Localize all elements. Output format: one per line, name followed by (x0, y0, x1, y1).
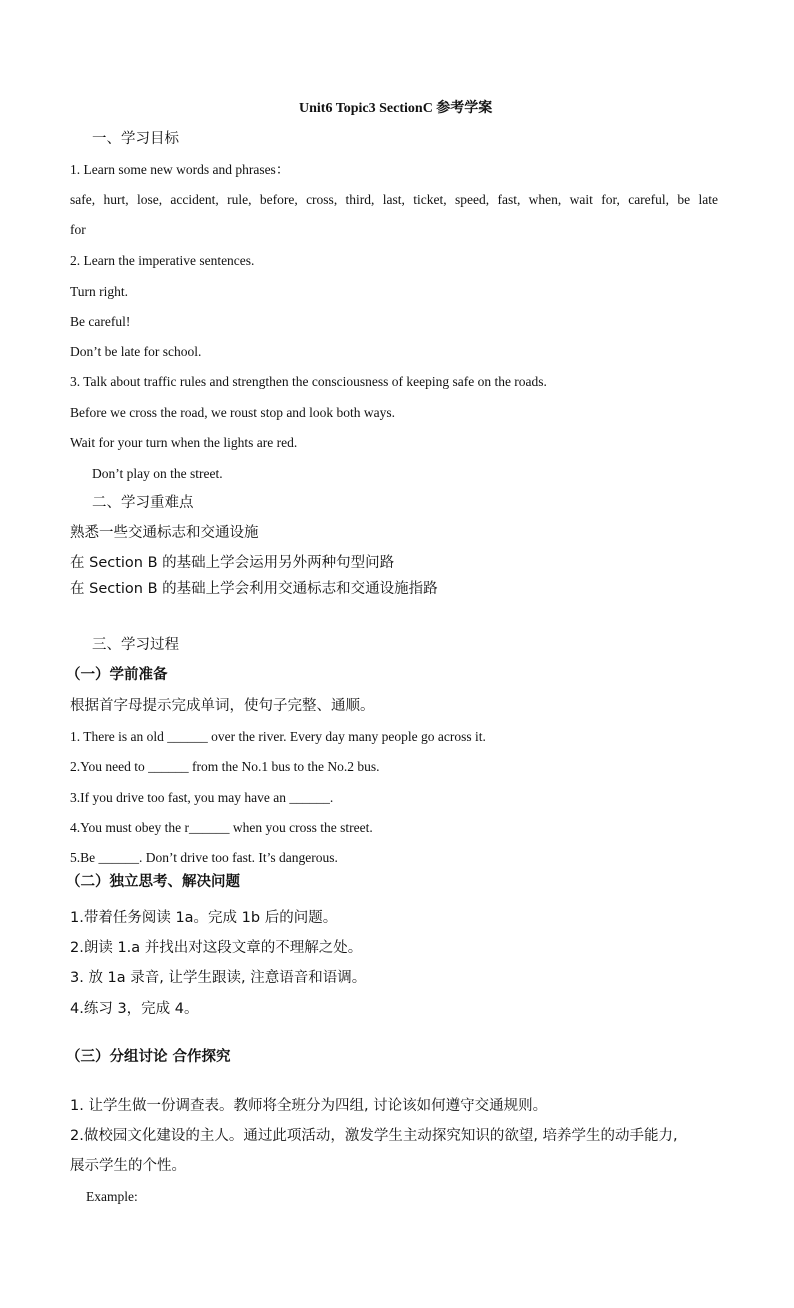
exercise-question: 3.If you drive too fast, you may have an ______. (70, 790, 334, 805)
exercise-question: 2.You need to ______ from the No.1 bus to the No.2 bus. (70, 759, 380, 774)
page-title: Unit6 Topic3 SectionC 参考学案 (299, 101, 493, 116)
example-sentence: Be careful! (70, 314, 131, 329)
group-task: 1. 让学生做一份调查表。教师将全班分为四组, 讨论该如何遵守交通规则。 (70, 1098, 548, 1114)
example-label: Example: (86, 1189, 138, 1204)
goal-2: 2. Learn the imperative sentences. (70, 253, 255, 268)
key-point: 在 Section B 的基础上学会利用交通标志和交通设施指路 (70, 581, 438, 597)
group-task-cont: 展示学生的个性。 (70, 1158, 186, 1174)
instruction: 根据首字母提示完成单词，使句子完整、通顺。 (70, 698, 375, 714)
goal-3: 3. Talk about traffic rules and strengthen the consciousness of keeping safe on the roads. (70, 374, 547, 389)
goal-1: 1. Learn some new words and phrases： (70, 162, 290, 177)
section-heading-process: 三、学习过程 (92, 637, 179, 653)
exercise-question: 4.You must obey the r______ when you cross the street. (70, 820, 373, 835)
key-point: 熟悉一些交通标志和交通设施 (70, 525, 259, 541)
task-item: 2.朗读 1.a 并找出对这段文章的不理解之处。 (70, 940, 363, 956)
example-sentence: Before we cross the road, we roust stop and look both ways. (70, 405, 396, 420)
task-item: 4.练习 3，完成 4。 (70, 1001, 199, 1017)
example-sentence: Wait for your turn when the lights are red. (70, 435, 298, 450)
group-task: 2.做校园文化建设的主人。通过此项活动，激发学生主动探究知识的欲望, 培养学生的动手能力, (70, 1128, 678, 1144)
section-heading-goals: 一、学习目标 (92, 131, 179, 147)
subsection-heading-thinking: （二）独立思考、解决问题 (66, 874, 240, 890)
exercise-question: 1. There is an old ______ over the river. Every day many people go across it. (70, 729, 486, 744)
example-sentence: Turn right. (70, 284, 129, 299)
word-list: safe, hurt, lose, accident, rule, before, cross, third, last, ticket, speed, fast, when, wait for, careful, be late (70, 192, 718, 207)
key-point: 在 Section B 的基础上学会运用另外两种句型问路 (70, 555, 395, 571)
section-heading-key-points: 二、学习重难点 (92, 495, 194, 511)
example-sentence: Don’t play on the street. (92, 466, 223, 481)
exercise-question: 5.Be ______. Don’t drive too fast. It’s dangerous. (70, 850, 338, 865)
task-item: 1.带着任务阅读 1a。完成 1b 后的问题。 (70, 910, 338, 926)
task-item: 3. 放 1a 录音, 让学生跟读, 注意语音和语调。 (70, 970, 367, 986)
example-sentence: Don’t be late for school. (70, 344, 202, 359)
word-list-cont: for (70, 222, 86, 237)
subsection-heading-prep: （一）学前准备 (66, 667, 168, 683)
subsection-heading-group: （三）分组讨论 合作探究 (66, 1049, 231, 1065)
